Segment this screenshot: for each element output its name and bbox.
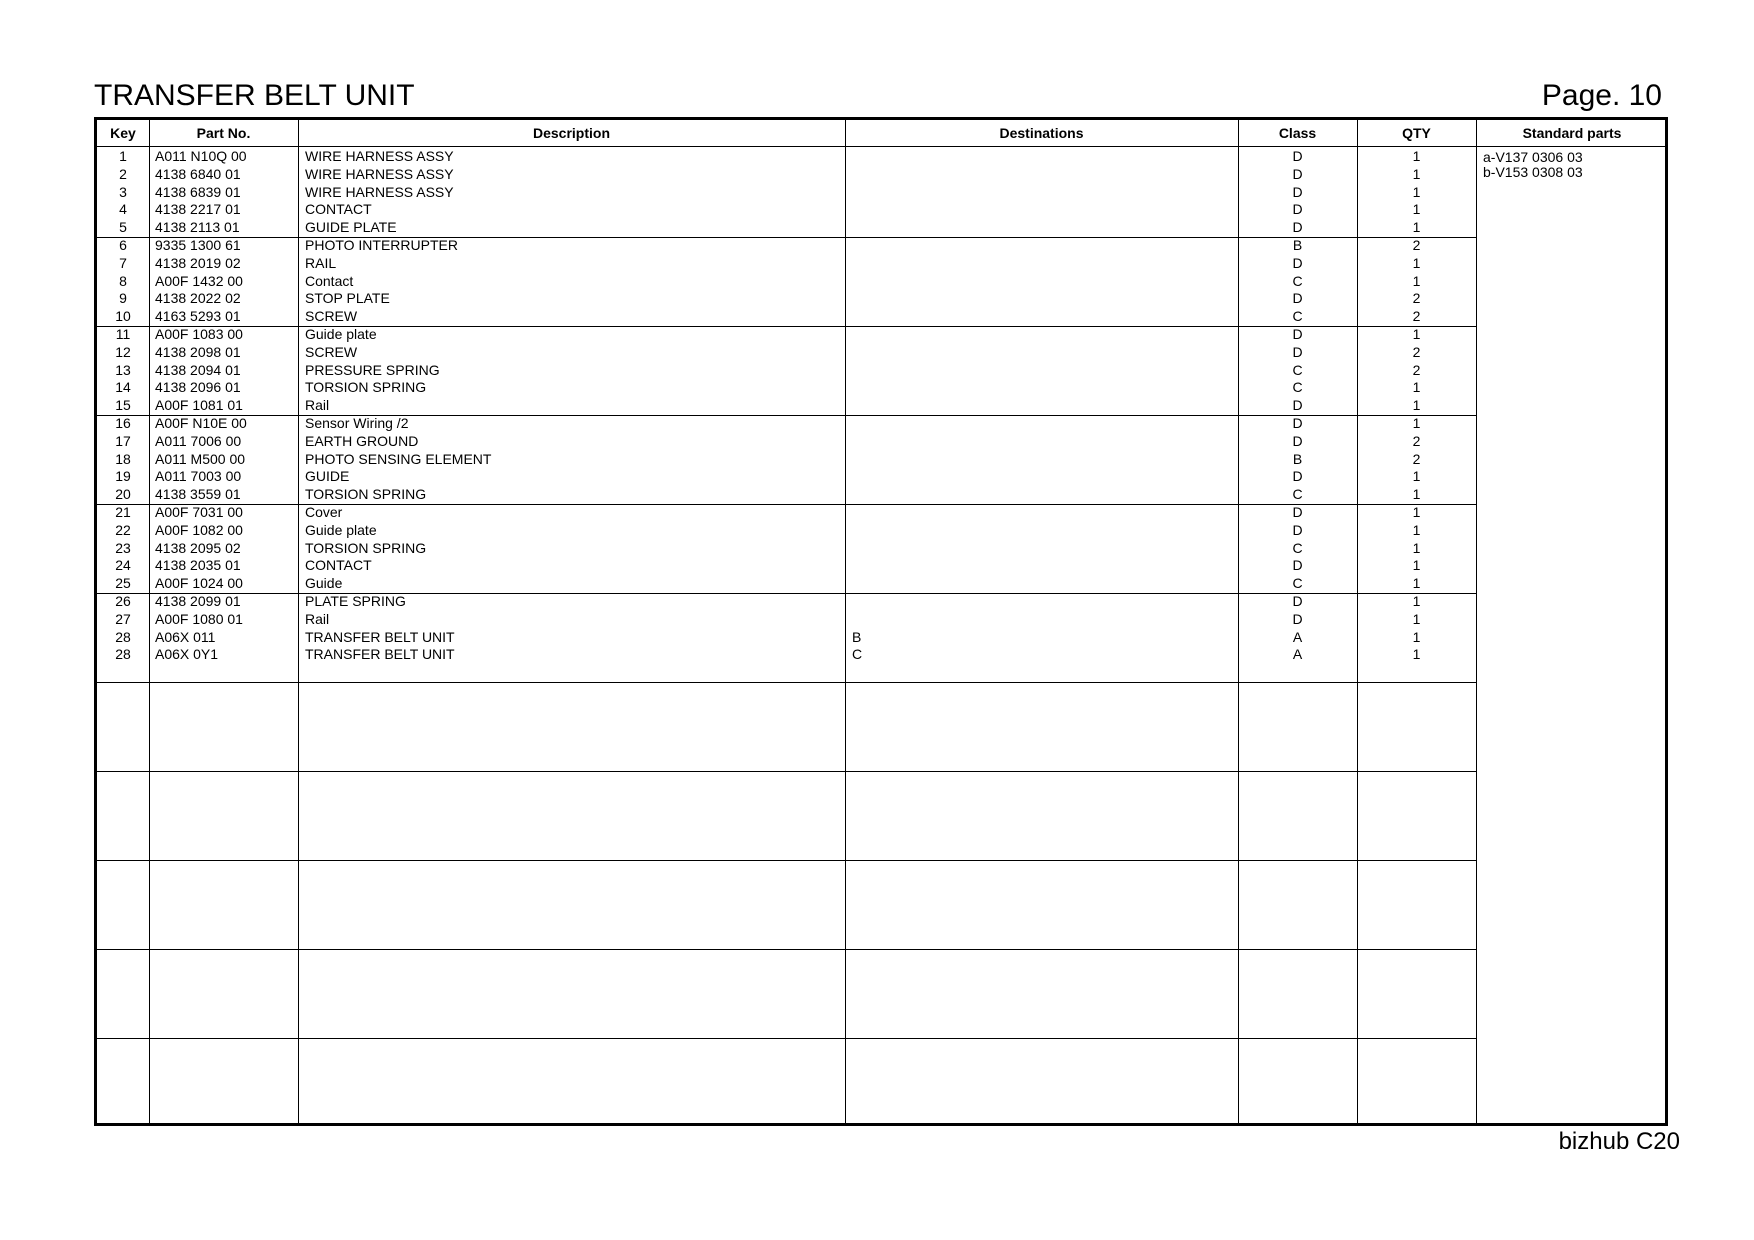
row-key: 19 <box>115 468 131 485</box>
row-key: 23 <box>115 539 131 556</box>
row-part-no: 4138 2022 02 <box>155 290 241 307</box>
table-row <box>97 503 1476 521</box>
table-row <box>97 254 1476 272</box>
row-description: TRANSFER BELT UNIT <box>305 628 455 645</box>
row-description: WIRE HARNESS ASSY <box>305 148 454 164</box>
row-qty: 1 <box>1412 557 1421 574</box>
row-key: 27 <box>115 610 131 627</box>
row-key: 22 <box>115 521 131 538</box>
table-row <box>97 378 1476 396</box>
row-qty: 2 <box>1412 237 1421 253</box>
row-part-no: 4138 2098 01 <box>155 343 241 360</box>
row-qty: 2 <box>1412 290 1421 307</box>
row-class: D <box>1292 343 1303 360</box>
row-description: CONTACT <box>305 557 372 574</box>
row-key: 20 <box>115 486 131 503</box>
model-name: bizhub C20 <box>1558 1128 1680 1155</box>
table-row <box>97 325 1476 343</box>
row-class: C <box>1292 539 1303 556</box>
table-row <box>97 628 1476 646</box>
row-qty: 1 <box>1412 183 1421 200</box>
row-key: 11 <box>115 326 131 342</box>
row-class: B <box>1292 237 1303 253</box>
row-part-no: A00F 1080 01 <box>155 610 243 627</box>
row-description: PHOTO INTERRUPTER <box>305 237 458 253</box>
row-description: GUIDE PLATE <box>305 219 397 236</box>
row-class: C <box>1292 486 1303 503</box>
row-class: D <box>1292 219 1303 236</box>
header-qty: QTY <box>1402 125 1431 141</box>
row-description: Rail <box>305 610 330 627</box>
parts-table <box>94 117 1668 1126</box>
row-key: 21 <box>115 504 131 520</box>
row-description: TORSION SPRING <box>305 539 427 556</box>
row-key: 16 <box>115 415 131 431</box>
group-separator <box>97 949 1476 950</box>
row-qty: 1 <box>1412 219 1421 236</box>
group-separator <box>97 1038 1476 1039</box>
row-key: 14 <box>115 379 131 396</box>
row-part-no: 4138 6840 01 <box>155 165 241 182</box>
row-qty: 2 <box>1412 361 1421 378</box>
row-part-no: A011 7006 00 <box>155 432 242 449</box>
row-description: PRESSURE SPRING <box>305 361 440 378</box>
row-key: 4 <box>119 201 127 218</box>
header-destinations: Destinations <box>999 125 1084 141</box>
table-row <box>97 645 1476 663</box>
table-row <box>97 592 1476 610</box>
row-qty: 1 <box>1412 486 1421 503</box>
row-qty: 1 <box>1412 326 1421 342</box>
row-key: 7 <box>119 254 127 271</box>
table-row <box>97 539 1476 557</box>
row-description: Sensor Wiring /2 <box>305 415 409 431</box>
row-part-no: A00F 1082 00 <box>155 521 243 538</box>
row-part-no: A00F 1081 01 <box>155 397 243 414</box>
row-qty: 1 <box>1412 610 1421 627</box>
table-row <box>97 218 1476 236</box>
row-qty: 1 <box>1412 272 1421 289</box>
row-description: PLATE SPRING <box>305 593 406 609</box>
row-qty: 1 <box>1412 628 1421 645</box>
row-qty: 1 <box>1412 593 1421 609</box>
row-key: 13 <box>115 361 131 378</box>
row-part-no: A00F 1024 00 <box>155 575 243 592</box>
row-description: RAIL <box>305 254 337 271</box>
table-row <box>97 343 1476 361</box>
row-description: TORSION SPRING <box>305 486 427 503</box>
row-part-no: 4138 2095 02 <box>155 539 241 556</box>
header-standard-parts: Standard parts <box>1522 125 1622 141</box>
row-key: 1 <box>119 148 127 164</box>
row-class: A <box>1292 628 1303 645</box>
row-class: D <box>1292 397 1303 414</box>
row-class: C <box>1292 308 1303 325</box>
row-description: EARTH GROUND <box>305 432 419 449</box>
row-part-no: 4138 2094 01 <box>155 361 241 378</box>
row-key: 6 <box>119 237 127 253</box>
row-description: SCREW <box>305 343 358 360</box>
row-description: WIRE HARNESS ASSY <box>305 165 454 182</box>
table-row <box>97 556 1476 574</box>
row-class: D <box>1292 326 1303 342</box>
row-key: 26 <box>115 593 131 609</box>
row-class: C <box>1292 379 1303 396</box>
row-destinations: C <box>852 646 863 663</box>
row-class: C <box>1292 575 1303 592</box>
row-part-no: A00F 1083 00 <box>155 326 243 342</box>
row-part-no: 9335 1300 61 <box>155 237 241 253</box>
table-row <box>97 147 1476 165</box>
row-description: Guide <box>305 575 343 592</box>
row-part-no: A00F N10E 00 <box>155 415 247 431</box>
row-qty: 1 <box>1412 397 1421 414</box>
row-part-no: A011 N10Q 00 <box>155 148 247 164</box>
row-key: 12 <box>115 343 131 360</box>
table-row <box>97 450 1476 468</box>
row-description: GUIDE <box>305 468 350 485</box>
row-qty: 2 <box>1412 308 1421 325</box>
table-row <box>97 200 1476 218</box>
row-description: CONTACT <box>305 201 372 218</box>
table-row <box>97 307 1476 325</box>
table-row <box>97 165 1476 183</box>
row-qty: 1 <box>1412 201 1421 218</box>
table-row <box>97 467 1476 485</box>
row-part-no: A011 7003 00 <box>155 468 242 485</box>
row-key: 9 <box>119 290 127 307</box>
row-description: Contact <box>305 272 354 289</box>
header-description: Description <box>532 125 610 141</box>
row-qty: 1 <box>1412 539 1421 556</box>
row-part-no: 4138 2099 01 <box>155 593 241 609</box>
row-key: 25 <box>115 575 131 592</box>
row-description: SCREW <box>305 308 358 325</box>
row-class: D <box>1292 290 1303 307</box>
table-row <box>97 574 1476 592</box>
row-description: Cover <box>305 504 343 520</box>
row-class: C <box>1292 361 1303 378</box>
row-key: 10 <box>115 308 131 325</box>
row-class: D <box>1292 504 1303 520</box>
row-description: STOP PLATE <box>305 290 390 307</box>
table-row <box>97 432 1476 450</box>
row-qty: 1 <box>1412 379 1421 396</box>
row-qty: 1 <box>1412 646 1421 663</box>
table-row <box>97 414 1476 432</box>
group-separator <box>97 860 1476 861</box>
row-class: D <box>1292 521 1303 538</box>
row-part-no: 4163 5293 01 <box>155 308 241 325</box>
row-part-no: A011 M500 00 <box>155 450 246 467</box>
table-row <box>97 396 1476 414</box>
row-qty: 1 <box>1412 254 1421 271</box>
row-class: D <box>1292 415 1303 431</box>
row-key: 18 <box>115 450 131 467</box>
standard-part-a: a-V137 0306 03 <box>1483 149 1583 165</box>
row-qty: 1 <box>1412 165 1421 182</box>
row-class: D <box>1292 183 1303 200</box>
row-part-no: A00F 7031 00 <box>155 504 243 520</box>
row-class: D <box>1292 610 1303 627</box>
row-part-no: 4138 2113 01 <box>155 219 240 236</box>
row-description: Guide plate <box>305 326 377 342</box>
page-number: Page. 10 <box>1541 79 1662 112</box>
row-description: Guide plate <box>305 521 377 538</box>
row-description: PHOTO SENSING ELEMENT <box>305 450 492 467</box>
row-qty: 1 <box>1412 148 1421 164</box>
group-separator <box>97 682 1476 683</box>
row-qty: 1 <box>1412 415 1421 431</box>
row-description: TORSION SPRING <box>305 379 427 396</box>
row-part-no: 4138 2035 01 <box>155 557 241 574</box>
standard-part-b: b-V153 0308 03 <box>1483 164 1583 180</box>
row-class: D <box>1292 148 1303 164</box>
row-description: TRANSFER BELT UNIT <box>305 646 455 663</box>
row-part-no: 4138 3559 01 <box>155 486 241 503</box>
row-key: 17 <box>115 432 131 449</box>
row-description: Rail <box>305 397 330 414</box>
row-qty: 1 <box>1412 521 1421 538</box>
row-class: D <box>1292 254 1303 271</box>
row-qty: 1 <box>1412 468 1421 485</box>
row-class: A <box>1292 646 1303 663</box>
row-key: 24 <box>115 557 131 574</box>
row-class: D <box>1292 468 1303 485</box>
table-row <box>97 521 1476 539</box>
table-row <box>97 272 1476 290</box>
row-class: B <box>1292 450 1303 467</box>
row-qty: 2 <box>1412 450 1421 467</box>
row-class: D <box>1292 201 1303 218</box>
row-key: 8 <box>119 272 127 289</box>
header-part-no: Part No. <box>196 125 251 141</box>
row-class: D <box>1292 557 1303 574</box>
row-key: 28 <box>115 628 131 645</box>
table-row <box>97 361 1476 379</box>
row-description: WIRE HARNESS ASSY <box>305 183 454 200</box>
row-key: 5 <box>119 219 127 236</box>
row-key: 15 <box>115 397 131 414</box>
table-row <box>97 610 1476 628</box>
row-part-no: A00F 1432 00 <box>155 272 243 289</box>
row-key: 3 <box>119 183 127 200</box>
row-qty: 2 <box>1412 343 1421 360</box>
header-key: Key <box>110 125 136 141</box>
row-key: 2 <box>119 165 127 182</box>
column-divider <box>1476 120 1477 1123</box>
row-qty: 1 <box>1412 575 1421 592</box>
row-class: C <box>1292 272 1303 289</box>
row-part-no: 4138 2217 01 <box>155 201 241 218</box>
row-class: D <box>1292 593 1303 609</box>
table-row <box>97 236 1476 254</box>
row-part-no: 4138 2096 01 <box>155 379 241 396</box>
row-class: D <box>1292 165 1303 182</box>
row-key: 28 <box>115 646 131 663</box>
header-class: Class <box>1278 125 1317 141</box>
table-row <box>97 485 1476 503</box>
row-part-no: 4138 6839 01 <box>155 183 241 200</box>
group-separator <box>97 771 1476 772</box>
row-part-no: 4138 2019 02 <box>155 254 241 271</box>
table-row <box>97 289 1476 307</box>
row-qty: 1 <box>1412 504 1421 520</box>
row-part-no: A06X 0Y1 <box>155 646 219 663</box>
row-class: D <box>1292 432 1303 449</box>
row-part-no: A06X 011 <box>155 628 216 645</box>
row-destinations: B <box>852 628 862 645</box>
table-row <box>97 183 1476 201</box>
page-title: TRANSFER BELT UNIT <box>94 79 415 112</box>
row-qty: 2 <box>1412 432 1421 449</box>
